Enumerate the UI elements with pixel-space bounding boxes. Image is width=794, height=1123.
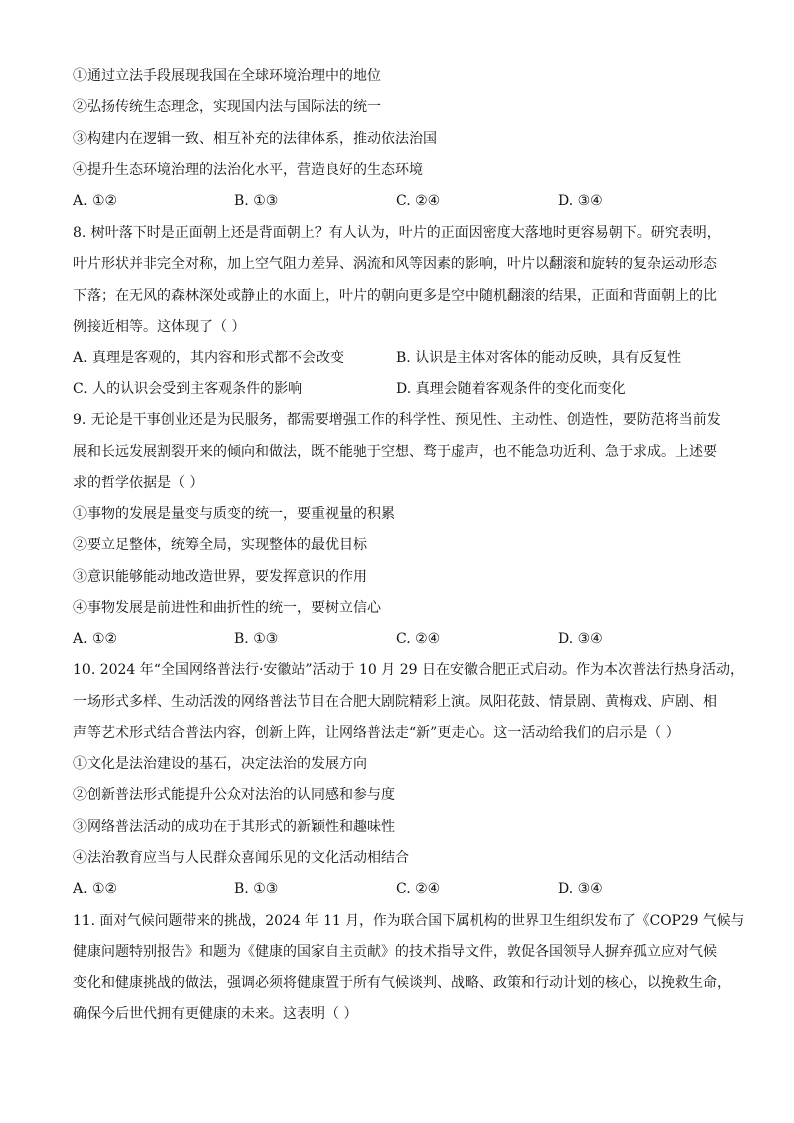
- q9-stem-line-1: 9. 无论是干事创业还是为民服务，都需要增强工作的科学性、预见性、主动性、创造性，要防范将当前发: [73, 412, 721, 428]
- q8-option-a: A. 真理是客观的，其内容和形式都不会改变: [73, 350, 345, 366]
- q10-option-c: C. ②④: [396, 881, 441, 897]
- q10-item-4: ④法治教育应当与人民群众喜闻乐见的文化活动相结合: [73, 850, 409, 866]
- q7-item-1: ①通过立法手段展现我国在全球环境治理中的地位: [73, 68, 381, 84]
- q7-option-c: C. ②④: [396, 193, 441, 209]
- q8-option-b: B. 认识是主体对客体的能动反映，具有反复性: [396, 350, 682, 366]
- q8-option-c: C. 人的认识会受到主客观条件的影响: [73, 381, 303, 397]
- q11-stem-line-1: 11. 面对气候问题带来的挑战，2024 年 11 月，作为联合国下属机构的世界卫生组织发布了《COP29 气候与: [73, 913, 745, 929]
- q7-option-a: A. ①②: [73, 193, 118, 209]
- q7-option-b: B. ①③: [234, 193, 279, 209]
- q9-item-4: ④事物发展是前进性和曲折性的统一，要树立信心: [73, 600, 381, 616]
- q9-option-b: B. ①③: [234, 631, 279, 647]
- q10-option-b: B. ①③: [234, 881, 279, 897]
- q9-item-2: ②要立足整体，统筹全局，实现整体的最优目标: [73, 537, 367, 553]
- q7-option-d: D. ③④: [558, 193, 603, 209]
- q9-option-a: A. ①②: [73, 631, 118, 647]
- q7-item-3: ③构建内在逻辑一致、相互补充的法律体系，推动依法治国: [73, 131, 437, 147]
- q10-stem-line-2: 一场形式多样、生动活泼的网络普法节目在合肥大剧院精彩上演。凤阳花鼓、情景剧、黄梅戏、庐剧、相: [73, 694, 717, 710]
- q7-item-4: ④提升生态环境治理的法治化水平，营造良好的生态环境: [73, 162, 423, 178]
- q9-option-d: D. ③④: [558, 631, 603, 647]
- q10-option-a: A. ①②: [73, 881, 118, 897]
- q8-stem-line-2: 叶片形状并非完全对称，加上空气阻力差异、涡流和风等因素的影响，叶片以翻滚和旋转的复杂运动形态: [73, 256, 717, 272]
- q8-stem-line-4: 例接近相等。这体现了（ ）: [73, 319, 246, 335]
- q11-stem-line-4: 确保今后世代拥有更健康的未来。这表明（ ）: [73, 1006, 358, 1022]
- q9-stem-line-2: 展和长远发展割裂开来的倾向和做法，既不能驰于空想、骛于虚声，也不能急功近利、急于求成。上述要: [73, 444, 717, 460]
- q9-item-3: ③意识能够能动地改造世界，要发挥意识的作用: [73, 569, 367, 585]
- q10-option-d: D. ③④: [558, 881, 603, 897]
- q10-stem-line-3: 声等艺术形式结合普法内容，创新上阵，让网络普法走“新”更走心。这一活动给我们的启示是（ ）: [73, 725, 680, 741]
- q9-option-c: C. ②④: [396, 631, 441, 647]
- q10-stem-line-1: 10. 2024 年“全国网络普法行·安徽站”活动于 10 月 29 日在安徽合肥正式启动。作为本次普法行热身活动，: [73, 662, 744, 678]
- q8-stem-line-1: 8. 树叶落下时是正面朝上还是背面朝上？有人认为，叶片的正面因密度大落地时更容易朝下。研究表明，: [73, 225, 721, 241]
- q10-item-2: ②创新普法形式能提升公众对法治的认同感和参与度: [73, 787, 395, 803]
- q11-stem-line-3: 变化和健康挑战的做法，强调必须将健康置于所有气候谈判、战略、政策和行动计划的核心，以挽救生命，: [73, 975, 731, 991]
- q8-option-d: D. 真理会随着客观条件的变化而变化: [396, 381, 626, 397]
- q8-stem-line-3: 下落；在无风的森林深处或静止的水面上，叶片的朝向更多是空中随机翻滚的结果，正面和背面朝上的比: [73, 288, 717, 304]
- q10-item-1: ①文化是法治建设的基石，决定法治的发展方向: [73, 756, 367, 772]
- q11-stem-line-2: 健康问题特别报告》和题为《健康的国家自主贡献》的技术指导文件，敦促各国领导人摒弃孤立应对气候: [73, 944, 717, 960]
- q9-item-1: ①事物的发展是量变与质变的统一，要重视量的积累: [73, 506, 395, 522]
- q9-stem-line-3: 求的哲学依据是（ ）: [73, 475, 204, 491]
- q7-item-2: ②弘扬传统生态理念，实现国内法与国际法的统一: [73, 99, 381, 115]
- q10-item-3: ③网络普法活动的成功在于其形式的新颖性和趣味性: [73, 819, 395, 835]
